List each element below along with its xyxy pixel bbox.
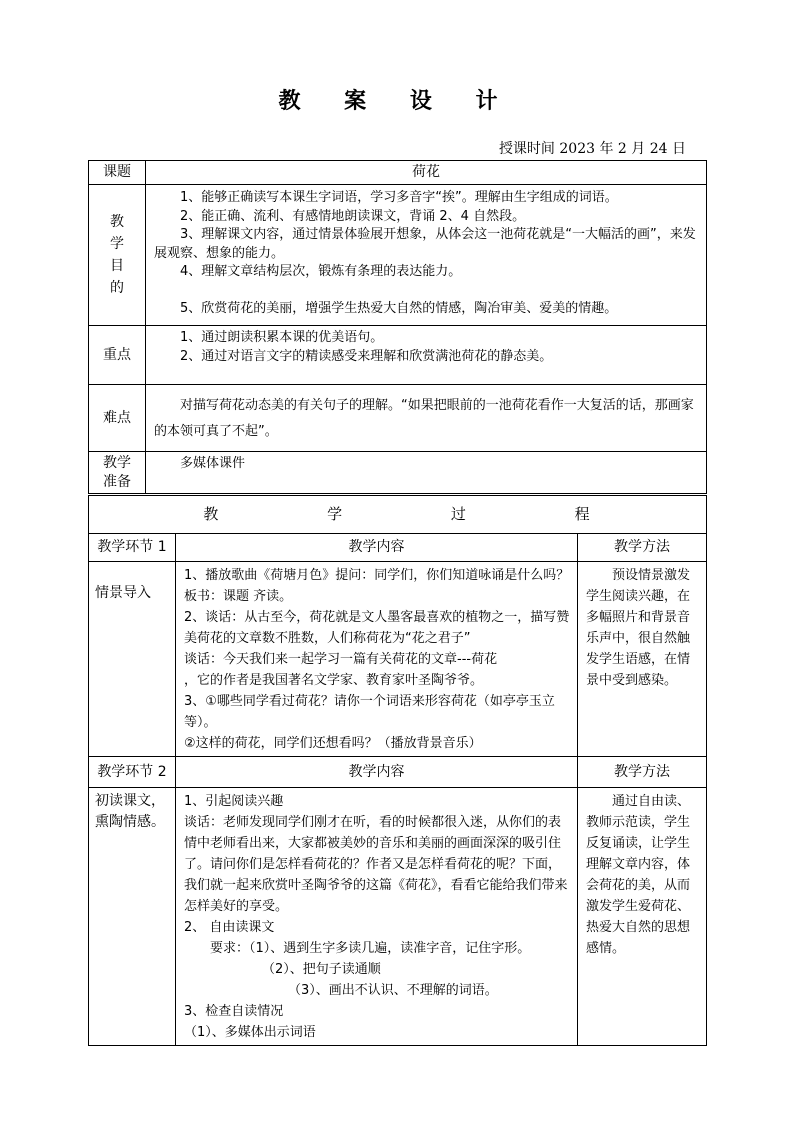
stage2-method: 通过自由读、教师示范读，学生反复诵读，让学生理解文章内容，体会荷花的美，从而激发学生爱荷花、热爱大自然的思想感情。 [586, 794, 691, 956]
content-line: 3、检查自读情况 [184, 1004, 284, 1019]
preparation-row [89, 452, 707, 494]
content-line: （2）、把句子读通顺 [262, 962, 381, 977]
key-points-label: 重点 [89, 326, 146, 385]
lesson-date: 授课时间 2023 年 2 月 24 日 [498, 141, 686, 157]
objectives-label-text: 教学目的 [110, 214, 124, 296]
process-table [88, 495, 707, 1046]
stage1-name-cell [89, 562, 176, 757]
objectives-label [89, 185, 146, 326]
preparation-content [146, 452, 707, 494]
content-line: （3）、画出不认识、不理解的词语。 [288, 983, 498, 998]
stage1-header-content: 教学内容 [176, 534, 578, 562]
key-point-item: 2、通过对语言文字的精读感受来理解和欣赏满池荷花的静态美。 [180, 348, 553, 364]
objective-item: 2、能正确、流利、有感情地朗读课文，背诵 2、4 自然段。 [180, 208, 526, 224]
difficulty-content [146, 385, 707, 452]
lesson-plan-table [88, 160, 707, 494]
stage2-name-cell [89, 788, 176, 1046]
content-line: 谈话：今天我们来一起学习一篇有关荷花的文章---荷花 [184, 652, 498, 667]
preparation-label-text: 教学准备 [103, 454, 131, 490]
difficulty-label: 难点 [89, 385, 146, 452]
preparation-value: 多媒体课件 [180, 456, 246, 471]
content-line: 2、 自由读课文 [184, 920, 275, 935]
objectives-content [146, 185, 707, 326]
content-line: 1、引起阅读兴趣 [184, 794, 284, 809]
stage2-header-stage: 教学环节 2 [89, 757, 176, 788]
content-line: 2、谈话：从古至今，荷花就是文人墨客最喜欢的植物之一，描写赞美荷花的文章数不胜数，人们称荷花为“花之君子” [184, 610, 570, 646]
stage1-header-method: 教学方法 [578, 534, 707, 562]
content-line: 谈话：老师发现同学们刚才在听，看的时候都很入迷，从你们的表情中老师看出来，大家都被美妙的音乐和美丽的画面深深的吸引住了。请问你们是怎样看荷花的？作者又是怎样看荷花的呢？下面，我们就一起来欣赏叶圣陶爷爷的这篇《荷花》，看看它能给我们带来怎样美好的享受。 [184, 815, 568, 914]
preparation-label [89, 452, 146, 494]
stage1-method-cell [578, 562, 707, 757]
stage1-content-cell [176, 562, 578, 757]
difficulty-text: 对描写荷花动态美的有关句子的理解。“如果把眼前的一池荷花看作一大复活的话，那画家的本领可真了不起”。 [154, 398, 694, 439]
topic-value: 荷花 [146, 161, 707, 185]
topic-label: 课题 [89, 161, 146, 185]
difficulty-row [89, 385, 707, 452]
content-line: 3、①哪些同学看过荷花？请你一个词语来形容荷花（如亭亭玉立等）。 [184, 694, 555, 730]
objective-item: 3、理解课文内容，通过情景体验展开想象，从体会这一池荷花就是“一大幅活的画”，来发展观察、想象的能力。 [154, 227, 696, 261]
objective-item: 4、理解文章结构层次，锻炼有条理的表达能力。 [180, 264, 462, 279]
stage1-header-row [89, 534, 707, 562]
content-line: 要求：（1）、遇到生字多读几遍，读准字音，记住字形。 [210, 941, 531, 956]
content-line: ，它的作者是我国著名文学家、教育家叶圣陶爷爷。 [184, 673, 484, 688]
key-point-item: 1、通过朗读积累本课的优美语句。 [180, 330, 384, 345]
page-title: 教 案 设 计 [278, 89, 516, 114]
stage2-header-content: 教学内容 [176, 757, 578, 788]
objective-item: 1、能够正确读写本课生字词语，学习多音字“挨”。理解由生字组成的词语。 [180, 190, 618, 205]
stage1-method: 预设情景激发学生阅读兴趣，在多幅照片和背景音乐声中，很自然触发学生语感，在情景中受到感染。 [586, 568, 691, 688]
stage2-content-cell [176, 788, 578, 1046]
stage2-row [89, 788, 707, 1046]
stage2-method-cell [578, 788, 707, 1046]
process-title: 教 学 过 程 [89, 496, 707, 534]
content-line: （1）、多媒体出示词语 [184, 1025, 316, 1040]
stage1-header-stage: 教学环节 1 [89, 534, 176, 562]
objectives-row [89, 185, 707, 326]
stage1-row [89, 562, 707, 757]
content-line: 1、播放歌曲《荷塘月色》提问：同学们，你们知道咏诵是什么吗？板书：课题 齐读。 [184, 568, 570, 604]
stage2-name: 初读课文，熏陶情感。 [95, 793, 165, 830]
objective-item: 5、欣赏荷花的美丽，增强学生热爱大自然的情感，陶冶审美、爱美的情趣。 [180, 300, 618, 316]
stage1-name: 情景导入 [95, 585, 151, 601]
process-title-row [89, 496, 707, 534]
stage2-header-row [89, 757, 707, 788]
topic-row [89, 161, 707, 185]
stage2-header-method: 教学方法 [578, 757, 707, 788]
key-points-row [89, 326, 707, 385]
content-line: ②这样的荷花，同学们还想看吗？（播放背景音乐） [184, 736, 482, 751]
key-points-content [146, 326, 707, 385]
